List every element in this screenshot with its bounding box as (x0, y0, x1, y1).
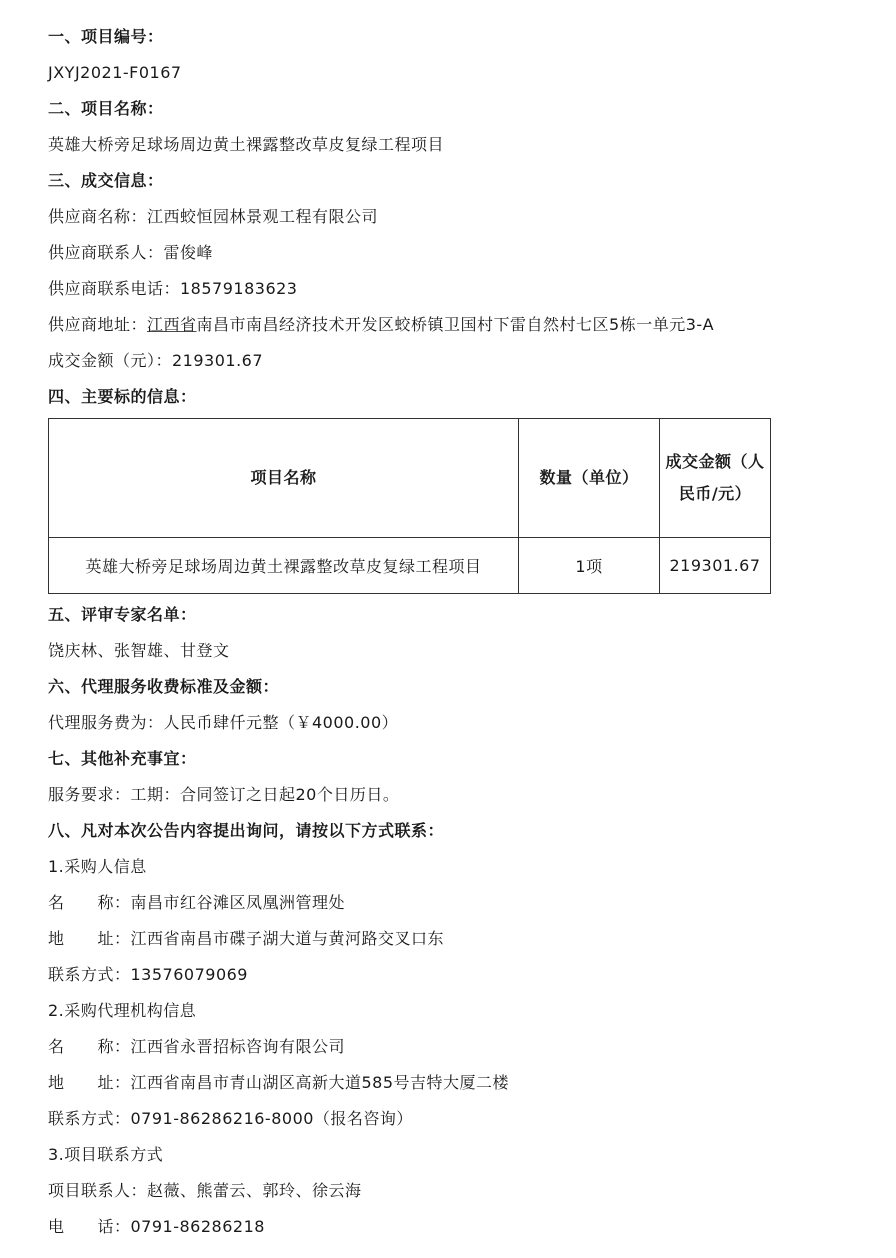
agency-name: 名 称：江西省永晋招标咨询有限公司 (48, 1037, 346, 1056)
expert-list: 饶庆林、张智雄、甘登文 (48, 641, 230, 660)
section-8-heading: 八、凡对本次公告内容提出询问，请按以下方式联系： (48, 821, 445, 840)
header-amount: 成交金额（人民币/元） (660, 419, 771, 538)
header-project-name: 项目名称 (49, 419, 519, 538)
agency-address: 地 址：江西省南昌市青山湖区高新大道585号吉特大厦二楼 (48, 1073, 510, 1092)
supplier-phone: 供应商联系电话：18579183623 (48, 279, 298, 298)
bid-info-table (48, 418, 771, 594)
table-row (49, 538, 771, 594)
section-5-heading: 五、评审专家名单： (48, 605, 197, 624)
cell-quantity: 1项 (519, 538, 660, 594)
purchaser-title: 1.采购人信息 (48, 857, 147, 876)
project-number: JXYJ2021-F0167 (48, 63, 182, 82)
section-7-heading: 七、其他补充事宜： (48, 749, 197, 768)
section-1-heading: 一、项目编号： (48, 27, 164, 46)
supplier-address-rest: 南昌市南昌经济技术开发区蛟桥镇卫国村下雷自然村七区5栋一单元3-A (196, 315, 715, 334)
cell-project-name: 英雄大桥旁足球场周边黄土裸露整改草皮复绿工程项目 (49, 538, 519, 594)
project-name: 英雄大桥旁足球场周边黄土裸露整改草皮复绿工程项目 (48, 135, 445, 154)
supplier-address-province-link[interactable]: 江西省 (147, 315, 197, 334)
cell-amount: 219301.67 (660, 538, 771, 594)
purchaser-address: 地 址：江西省南昌市碟子湖大道与黄河路交叉口东 (48, 929, 445, 948)
purchaser-name: 名 称：南昌市红谷滩区凤凰洲管理处 (48, 893, 346, 912)
project-contact-title: 3.项目联系方式 (48, 1145, 164, 1164)
header-quantity: 数量（单位） (519, 419, 660, 538)
section-4-heading: 四、主要标的信息： (48, 387, 197, 406)
deal-amount: 成交金额（元）：219301.67 (48, 351, 264, 370)
supplier-name: 供应商名称：江西蛟恒园林景观工程有限公司 (48, 207, 379, 226)
supplier-address (48, 314, 714, 336)
agency-fee: 代理服务费为：人民币肆仟元整（￥4000.00） (48, 713, 399, 732)
agency-title: 2.采购代理机构信息 (48, 1001, 197, 1020)
supplier-contact: 供应商联系人：雷俊峰 (48, 243, 214, 262)
service-requirement: 服务要求：工期：合同签订之日起20个日历日。 (48, 785, 400, 804)
project-contact-people: 项目联系人：赵薇、熊蕾云、郭玲、徐云海 (48, 1181, 362, 1200)
agency-contact: 联系方式：0791-86286216-8000（报名咨询） (48, 1109, 413, 1128)
section-2-heading: 二、项目名称： (48, 99, 164, 118)
supplier-address-label: 供应商地址： (48, 315, 148, 334)
section-3-heading: 三、成交信息： (48, 171, 164, 190)
project-contact-phone: 电 话：0791-86286218 (48, 1217, 265, 1236)
section-6-heading: 六、代理服务收费标准及金额： (48, 677, 280, 696)
table-header-row (49, 419, 771, 538)
purchaser-contact: 联系方式：13576079069 (48, 965, 248, 984)
